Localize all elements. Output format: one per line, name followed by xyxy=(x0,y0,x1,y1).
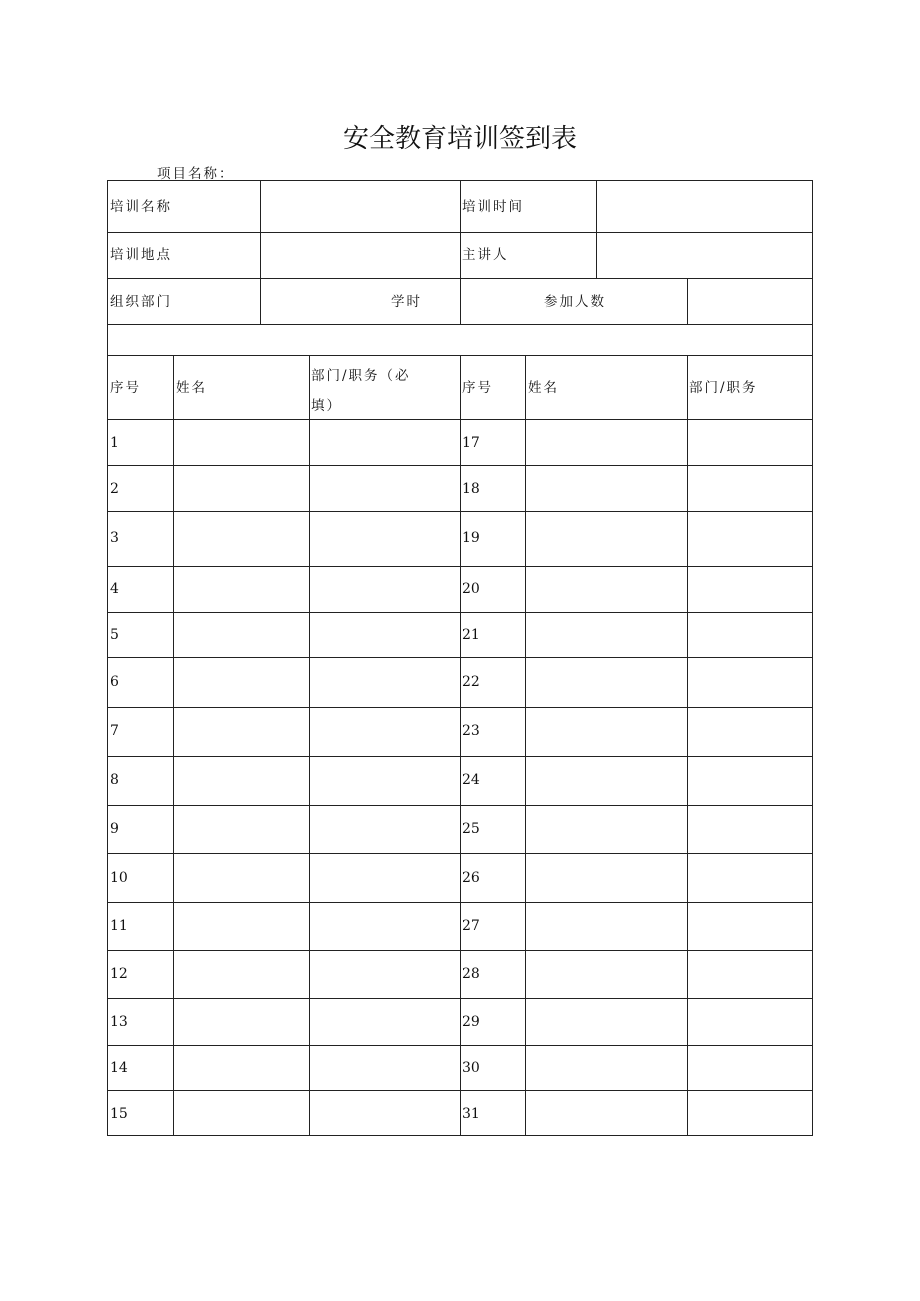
training-time-label: 培训时间 xyxy=(462,199,524,215)
row-number: 6 xyxy=(110,674,119,690)
row-number: 8 xyxy=(110,772,119,788)
hours-label: 学时 xyxy=(391,294,422,310)
project-name-label: 项目名称： xyxy=(157,166,235,182)
row-number: 24 xyxy=(462,772,480,788)
row-number: 12 xyxy=(110,966,128,982)
row-number: 15 xyxy=(110,1106,128,1122)
seq-header-right: 序号 xyxy=(462,380,493,396)
row-number: 19 xyxy=(462,530,480,546)
row-number: 27 xyxy=(462,918,480,934)
col-line xyxy=(460,355,461,1135)
row-number: 23 xyxy=(462,723,480,739)
row-number: 7 xyxy=(110,723,119,739)
row-number: 25 xyxy=(462,821,480,837)
row-number: 2 xyxy=(110,481,119,497)
row-number: 14 xyxy=(110,1060,128,1076)
dept-header-left-line2: 填） xyxy=(311,398,342,414)
row-number: 9 xyxy=(110,821,119,837)
col-line xyxy=(173,355,174,1135)
speaker-label: 主讲人 xyxy=(462,247,509,263)
row-number: 1 xyxy=(110,435,119,451)
row-number: 31 xyxy=(462,1106,480,1122)
row-number: 29 xyxy=(462,1014,480,1030)
row-number: 4 xyxy=(110,581,119,597)
col-line xyxy=(260,181,261,324)
row-number: 10 xyxy=(110,870,128,886)
training-name-label: 培训名称 xyxy=(110,199,172,215)
col-line xyxy=(596,181,597,278)
row-number: 18 xyxy=(462,481,480,497)
sign-in-table xyxy=(107,180,813,1136)
col-line xyxy=(687,355,688,1135)
row-number: 21 xyxy=(462,627,480,643)
col-line xyxy=(460,181,461,324)
col-line xyxy=(309,355,310,1135)
dept-header-right: 部门/职务 xyxy=(689,380,758,396)
name-header-right: 姓名 xyxy=(528,380,559,396)
col-line xyxy=(525,355,526,1135)
department-label: 组织部门 xyxy=(110,294,172,310)
row-number: 11 xyxy=(110,918,128,934)
row-number: 20 xyxy=(462,581,480,597)
participants-label: 参加人数 xyxy=(544,294,606,310)
row-line xyxy=(108,324,812,325)
dept-header-left-line1: 部门/职务（必 xyxy=(311,368,411,384)
training-location-label: 培训地点 xyxy=(110,247,172,263)
row-number: 5 xyxy=(110,627,119,643)
col-line xyxy=(687,278,688,324)
row-number: 28 xyxy=(462,966,480,982)
seq-header-left: 序号 xyxy=(110,380,141,396)
row-number: 26 xyxy=(462,870,480,886)
row-number: 22 xyxy=(462,674,480,690)
row-number: 30 xyxy=(462,1060,480,1076)
row-number: 13 xyxy=(110,1014,128,1030)
name-header-left: 姓名 xyxy=(176,380,207,396)
row-number: 3 xyxy=(110,530,119,546)
page-title: 安全教育培训签到表 xyxy=(342,124,577,154)
row-number: 17 xyxy=(462,435,480,451)
